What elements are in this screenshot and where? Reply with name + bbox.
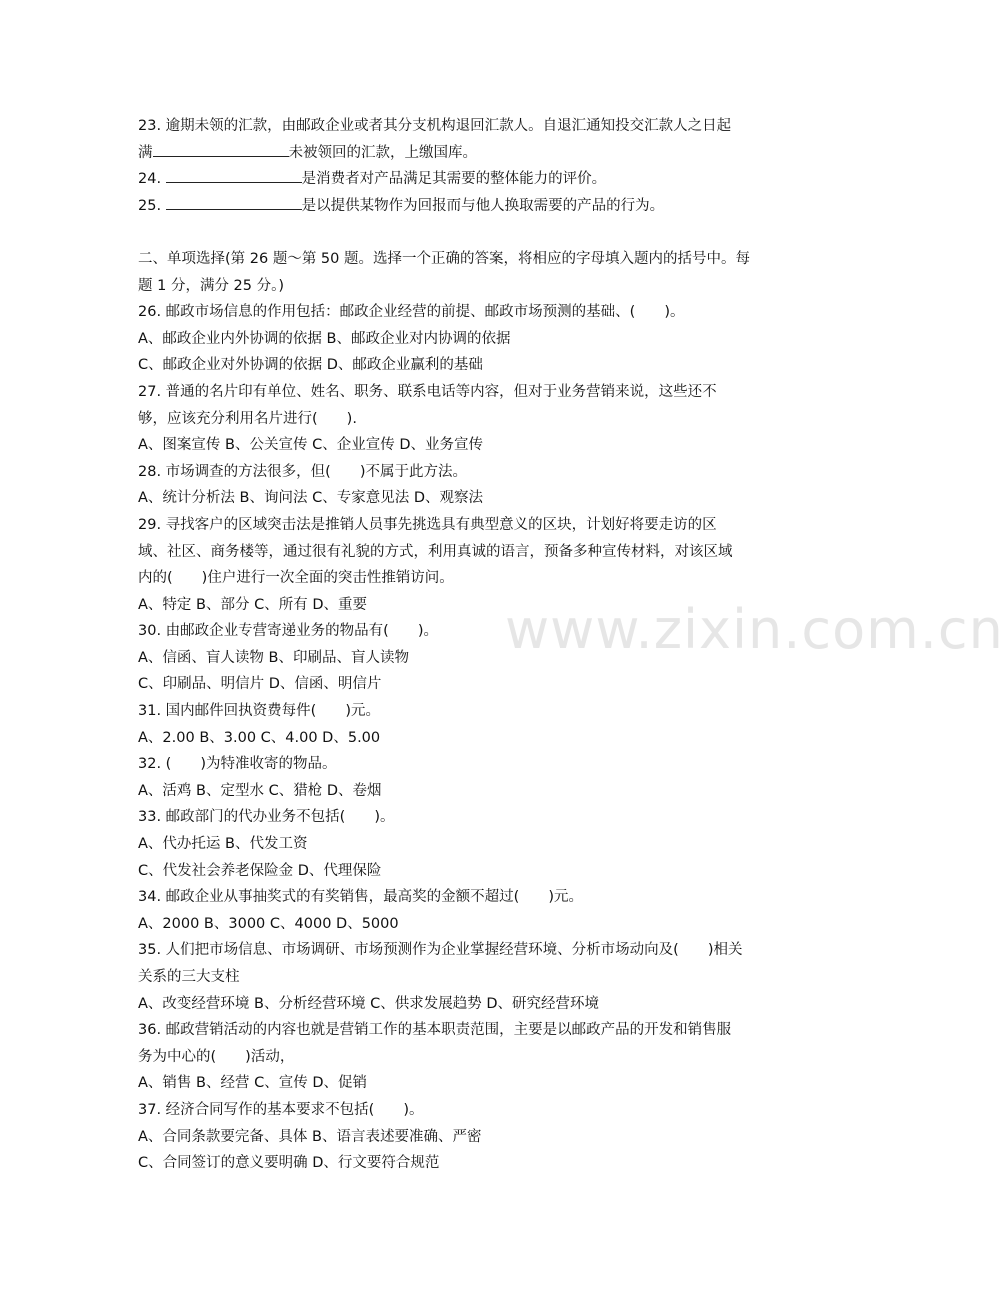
question-24: 24. 是消费者对产品满足其需要的整体能力的评价。 xyxy=(138,166,788,193)
answer-options-line: A、2.00 B、3.00 C、4.00 D、5.00 xyxy=(138,729,381,746)
question-text-line: 域、社区、商务楼等，通过很有礼貌的方式，利用真诚的语言，预备多种宣传材料，对该区域 xyxy=(138,543,733,560)
answer-options-line: A、改变经营环境 B、分析经营环境 C、供求发展趋势 D、研究经营环境 xyxy=(138,995,599,1012)
spacer xyxy=(138,219,788,246)
question-text-line: 27. 普通的名片印有单位、姓名、职务、联系电话等内容，但对于业务营销来说，这些还不 xyxy=(138,383,717,400)
question-text-line: 31. 国内邮件回执资费每件( )元。 xyxy=(138,703,380,720)
question-text-line: 26. 邮政市场信息的作用包括：邮政企业经营的前提、邮政市场预测的基础、( )。 xyxy=(138,304,685,321)
question-text-line: 30. 由邮政企业专营寄递业务的物品有( )。 xyxy=(138,623,438,640)
question-text-line: 37. 经济合同写作的基本要求不包括( )。 xyxy=(138,1101,424,1118)
question-list xyxy=(138,299,788,1177)
question-text-line: 关系的三大支柱 xyxy=(138,969,240,985)
answer-options-line: A、合同条款要完备、具体 B、语言表述要准确、严密 xyxy=(138,1128,482,1145)
section-heading-line-2: 题 1 分，满分 25 分。) xyxy=(138,277,285,294)
answer-options-line: C、邮政企业对外协调的依据 D、邮政企业赢利的基础 xyxy=(138,357,483,374)
answer-options-line: A、统计分析法 B、询问法 C、专家意见法 D、观察法 xyxy=(138,490,483,507)
answer-options-line: A、邮政企业内外协调的依据 B、邮政企业对内协调的依据 xyxy=(138,330,511,347)
answer-blank xyxy=(166,194,302,210)
question-text-line: 33. 邮政部门的代办业务不包括( )。 xyxy=(138,809,395,826)
question-text-line: 29. 寻找客户的区域突击法是推销人员事先挑选具有典型意义的区块，计划好将要走访的区 xyxy=(138,516,717,533)
answer-options-line: A、图案宣传 B、公关宣传 C、企业宣传 D、业务宣传 xyxy=(138,437,483,454)
question-text-line: 务为中心的( )活动， xyxy=(138,1048,295,1065)
question-25: 25. 是以提供某物作为回报而与他人换取需要的产品的行为。 xyxy=(138,193,788,220)
section-heading-line-1: 二、单项选择(第 26 题～第 50 题。选择一个正确的答案，将相应的字母填入题内的括号中。每 xyxy=(138,250,750,267)
answer-blank xyxy=(153,141,289,157)
answer-blank xyxy=(166,167,302,183)
question-text-line: 35. 人们把市场信息、市场调研、市场预测作为企业掌握经营环境、分析市场动向及( )相关 xyxy=(138,942,743,959)
answer-options-line: A、代办托运 B、代发工资 xyxy=(138,836,308,853)
question-text-line: 28. 市场调查的方法很多，但( )不属于此方法。 xyxy=(138,463,467,480)
answer-options-line: A、信函、盲人读物 B、印刷品、盲人读物 xyxy=(138,649,409,666)
answer-options-line: C、印刷品、明信片 D、信函、明信片 xyxy=(138,676,382,693)
answer-options-line: A、2000 B、3000 C、4000 D、5000 xyxy=(138,915,399,932)
answer-options-line: C、代发社会养老保险金 D、代理保险 xyxy=(138,862,382,879)
question-23-line-2: 满 未被领回的汇款，上缴国库。 xyxy=(138,140,788,167)
document-body xyxy=(138,113,788,1177)
question-text-line: 内的( )住户进行一次全面的突击性推销访问。 xyxy=(138,570,454,587)
answer-options-line: C、合同签订的意义要明确 D、行文要符合规范 xyxy=(138,1155,440,1172)
answer-options-line: A、销售 B、经营 C、宣传 D、促销 xyxy=(138,1075,367,1092)
watermark: www.zixin.com.cn xyxy=(505,598,1004,661)
question-text-line: 32. ( )为特准收寄的物品。 xyxy=(138,756,337,773)
question-text-line: 34. 邮政企业从事抽奖式的有奖销售，最高奖的金额不超过( )元。 xyxy=(138,889,583,906)
question-text-line: 36. 邮政营销活动的内容也就是营销工作的基本职责范围，主要是以邮政产品的开发和销售服 xyxy=(138,1022,732,1039)
question-text-line: 够，应该充分利用名片进行( ). xyxy=(138,410,357,427)
answer-options-line: A、活鸡 B、定型水 C、猎枪 D、卷烟 xyxy=(138,782,382,799)
answer-options-line: A、特定 B、部分 C、所有 D、重要 xyxy=(138,596,367,613)
question-23-line-1: 23. 逾期未领的汇款，由邮政企业或者其分支机构退回汇款人。自退汇通知投交汇款人之日起 xyxy=(138,118,732,134)
